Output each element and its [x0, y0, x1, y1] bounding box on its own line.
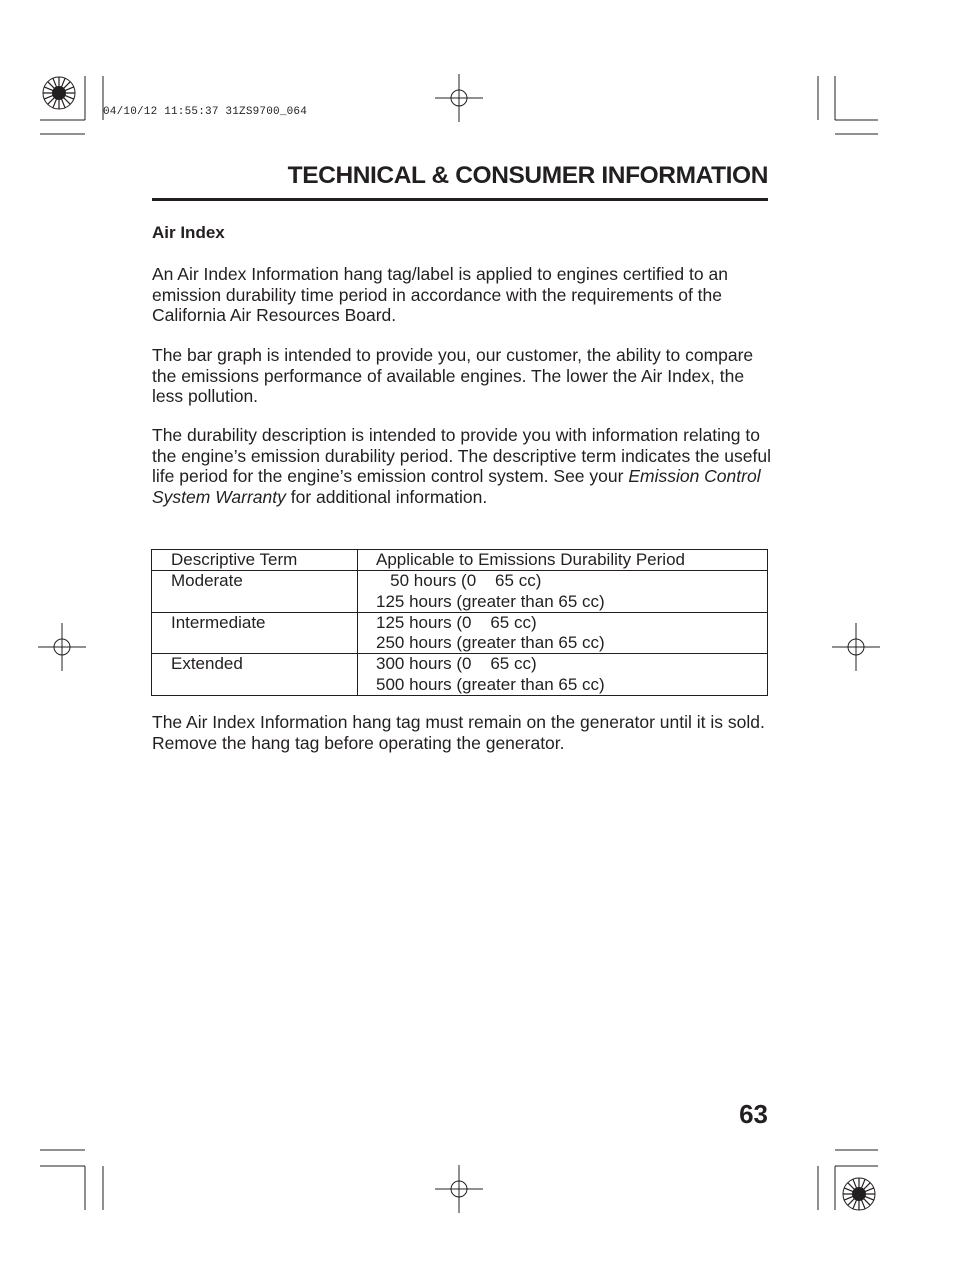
paragraph-closing — [152, 712, 772, 753]
page-title: TECHNICAL & CONSUMER INFORMATION — [287, 162, 768, 189]
durability-period-cell — [358, 654, 768, 696]
durability-period-line: 125 hours (0 65 cc) — [376, 612, 537, 632]
section-heading: Air Index — [152, 223, 225, 242]
table-header-cell: Descriptive Term — [152, 550, 358, 571]
table-header-cell: Applicable to Emissions Durability Period — [358, 550, 768, 571]
durability-period-line: 125 hours (greater than 65 cc) — [376, 591, 605, 611]
table-row — [152, 654, 768, 696]
print-stamp: 04/10/12 11:55:37 31ZS9700_064 — [103, 106, 308, 118]
paragraph-text: The Air Index Information hang tag must remain on the generator until it is sold. Remove the hang tag before operating the generator. — [152, 712, 765, 753]
paragraph-text — [152, 425, 772, 507]
descriptive-term-cell: Intermediate — [152, 612, 358, 654]
paragraph-text-before: The durability description is intended to provide you with information relating to the engine’s emission durability period. The descriptive term indicates the useful life period for the engine’s emission control system. See your — [152, 425, 771, 486]
registration-mark-bottom — [435, 1165, 483, 1213]
paragraph-text: The bar graph is intended to provide you, our customer, the ability to compare the emissions performance of available engines. The lower the Air Index, the less pollution. — [152, 345, 754, 406]
durability-period-line: 250 hours (greater than 65 cc) — [376, 633, 605, 653]
paragraph-durability — [152, 425, 772, 507]
descriptive-term-cell: Extended — [152, 654, 358, 696]
paragraph-intro — [152, 264, 772, 326]
durability-period-line: 50 hours (0 65 cc) — [376, 571, 542, 591]
durability-period-cell — [358, 612, 768, 654]
durability-period-line: 500 hours (greater than 65 cc) — [376, 674, 605, 694]
durability-period-line: 300 hours (0 65 cc) — [376, 654, 537, 674]
registration-mark-left — [38, 623, 86, 671]
registration-mark-right — [832, 623, 880, 671]
page-number: 63 — [739, 1099, 768, 1129]
warranty-reference: Emission Control System Warranty — [152, 466, 761, 507]
table-header-row — [152, 550, 768, 571]
table-row — [152, 571, 768, 613]
paragraph-text-after: for additional information. — [285, 486, 488, 507]
title-divider — [152, 198, 768, 201]
durability-period-cell — [358, 571, 768, 613]
paragraph-bar-graph — [152, 345, 772, 407]
registration-mark-top — [435, 74, 483, 122]
starburst-mark-top-left — [42, 76, 76, 110]
durability-table — [151, 549, 768, 696]
table-row — [152, 612, 768, 654]
paragraph-text: An Air Index Information hang tag/label is applied to engines certified to an emission durability time period in accordance with the requirements of the California Air Resources Board. — [152, 264, 728, 325]
starburst-mark-bottom-right — [842, 1177, 876, 1211]
descriptive-term-cell: Moderate — [152, 571, 358, 613]
